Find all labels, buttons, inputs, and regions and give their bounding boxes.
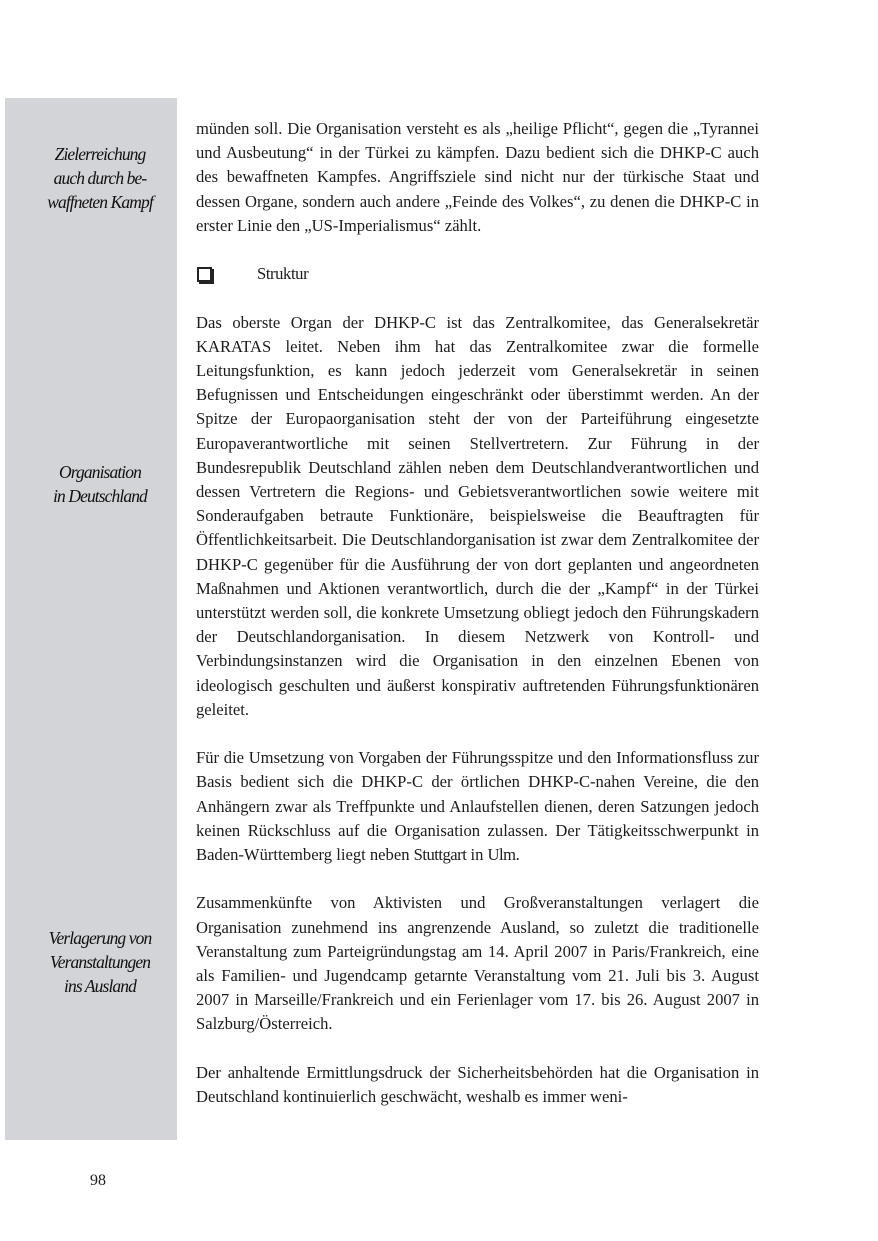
paragraph-structure: Das oberste Organ der DHKP-C ist das Zentralkomitee, das Generalsekretär KARATAS leitet. Neben ihm hat das Zentralkomitee zwar die formelle Leitungsfunktion, es kann jedoch jederzeit vom Generalsekretär in seinen Befugnissen und Entscheidungen eingeschränkt oder überstimmt werden. An der Spitze der Europaorganisation steht der von der Parteiführung eingesetzte Europaverantwortliche mit seinen Stellvertretern. Zur Führung in der Bundesrepublik Deutschland zählen neben dem Deutschlandverantwortlichen und dessen Vertretern die Regions- und Gebietsverantwortlichen sowie weitere mit Sonderaufgaben betraute Funktionäre, beispielsweise die Beauftragten für Öffentlichkeitsarbeit. Die Deutschlandorganisation ist zwar dem Zentralkomitee der DHKP-C gegenüber für die Ausführung der von dort geplanten und angeordneten Maßnahmen und Aktionen verantwortlich, durch die der „Kampf“ in der Türkei unterstützt werden soll, die konkrete Umsetzung obliegt jedoch den Führungskadern der Deutschlandorganisation. In diesem Netzwerk von Kontroll- und Verbindungsinstanzen wird die Organisation in den einzelnen Ebenen von ideologisch geschulten und äußerst konspirativ auftretenden Führungsfunktionären geleitet.	[196, 312, 759, 719]
city-stuttgart: Stuttgart	[413, 845, 467, 865]
clubs-text: Für die Umsetzung von Vorgaben der Führungsspitze und den Informationsfluss zur Basis bedient sich die DHKP-C der örtlichen DHKP-C-nahen Vereine, die den Anhängern zwar als Treffpunkte und Anlaufstellen dienen, deren Satzungen jedoch keinen Rückschluss auf die Organisation zulassen. Der Tätigkeitsschwerpunkt in Baden-Württemberg liegt neben	[196, 748, 759, 865]
margin-note-armed-struggle: Zielerreichung auch durch be- waffneten Kampf	[47, 144, 153, 212]
connector-word: in	[470, 845, 484, 865]
paragraph-events: Zusammenkünfte von Aktivisten und Großveranstaltungen verlagert die Organisation zunehmend ins angrenzende Ausland, so zuletzt die traditionelle Veranstaltung zum Parteigründungstag am 14. April 2007 in Paris/Frankreich, eine als Familien- und Jugendcamp getarnte Veranstaltung vom 21. Juli bis 3. August 2007 in Marseille/Frankreich und ein Ferienlager vom 17. bis 26. August 2007 in Salzburg/Österreich.	[196, 893, 759, 1034]
section-heading	[196, 262, 759, 286]
page-number: 98	[90, 1172, 106, 1189]
paragraph-pressure: Der anhaltende Ermittlungsdruck der Sicherheitsbehörden hat die Organisation in Deutschland kontinuierlich geschwächt, weshalb es immer weni-	[196, 1062, 759, 1107]
paragraph-clubs	[196, 746, 759, 867]
section-heading-label: Struktur	[257, 264, 309, 284]
main-text	[196, 117, 759, 1133]
paragraph-intro: münden soll. Die Organisation versteht es als „heilige Pflicht“, gegen die „Tyrannei und Ausbeutung“ in der Türkei zu kämpfen. Dazu bedient sich die DHKP-C auch des bewaffneten Kampfes. Angriffsziele sind nicht nur der türkische Staat und dessen Organe, sondern auch andere „Feinde des Volkes“, zu denen die DHKP-C in erster Linie den „US-Imperialismus“ zählt.	[196, 119, 759, 235]
end-period: .	[515, 845, 520, 865]
margin-note-events-abroad: Verlagerung von Veranstaltungen ins Ausland	[48, 928, 152, 996]
margin-note-organisation-germany: Organisation in Deutschland	[53, 462, 147, 506]
checkbox-bullet-icon	[197, 267, 212, 282]
city-ulm: Ulm	[487, 845, 516, 865]
